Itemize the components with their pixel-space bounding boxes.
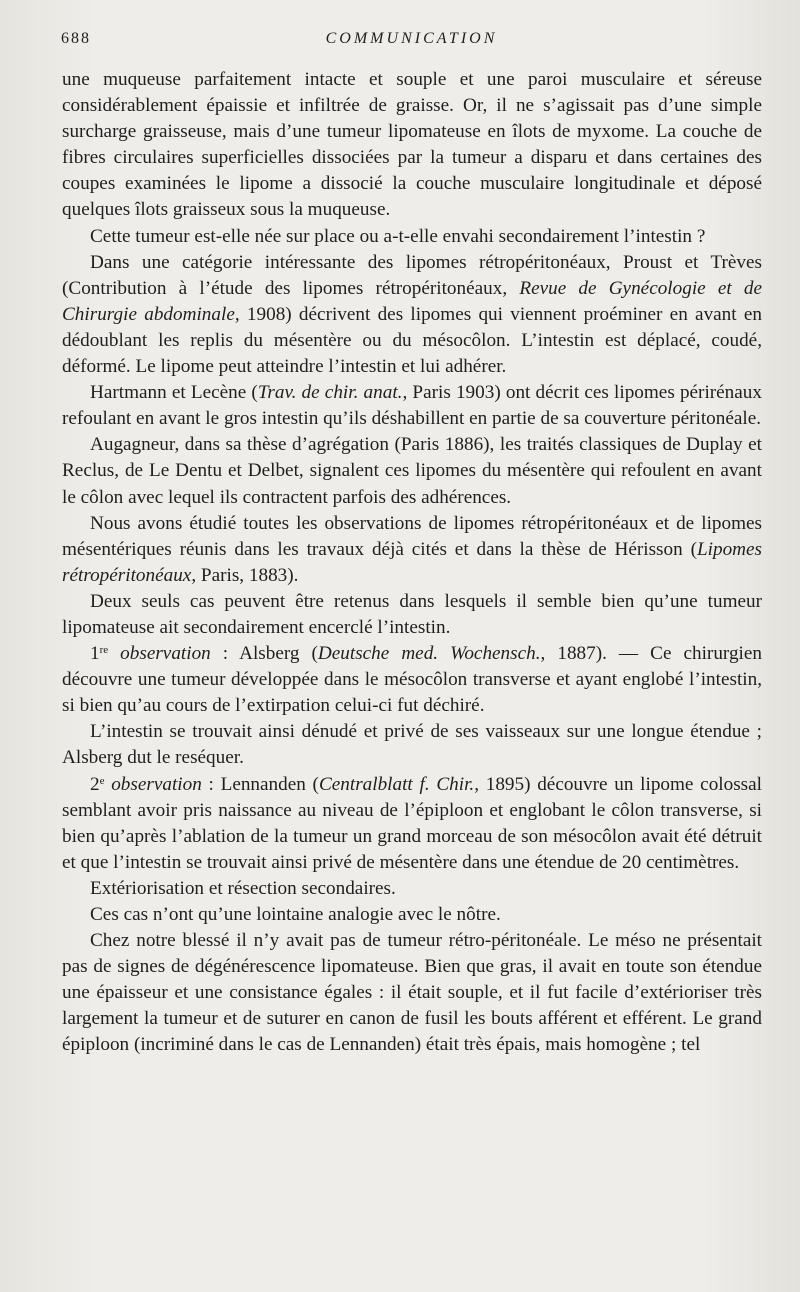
observation-2-label: observation bbox=[104, 773, 202, 795]
observation-2-number: 2 bbox=[90, 773, 100, 795]
citation-trav-chir-anat: Trav. de chir. anat. bbox=[257, 382, 403, 404]
paragraph-12: Ces cas n’ont qu’une lointaine analogie avec le nôtre. bbox=[90, 904, 501, 925]
paragraph-8-text-a: : Alsberg ( bbox=[210, 643, 318, 665]
paragraph-8-text-c: , 1887). — Ce chirurgien découvre une tumeur développée dans le mésocôlon transverse et ayant englobé l’intestin, si bien qu’au cours de l’extirpation celui-ci fut déchiré. bbox=[62, 643, 762, 717]
paragraph-4-text-a: Hartmann et Lecène ( bbox=[90, 382, 258, 404]
citation-lipomes-retroperitoneaux: Lipomes rétropéritonéaux bbox=[62, 538, 762, 586]
paragraph-13: Chez notre blessé il n’y avait pas de tumeur rétro-péritonéale. Le méso ne présentait pas de signes de dégénérescence lipomateuse. Bien que gras, il avait en toute son étendue une épaisseur et une consistance égales : il était souple, et il fut facile d’extérioriser très largement la tumeur et de suturer en canon de fusil les bouts afférent et efférent. Le grand épiploon (incriminé dans le cas de Lennanden) était très épais, mais homogène ; tel bbox=[62, 930, 762, 1056]
paragraph-8 bbox=[62, 641, 762, 719]
observation-1-ordinal: re bbox=[99, 644, 109, 657]
paragraph-3-text-a: Dans une catégorie intéressante des lipomes rétropéritonéaux, Proust et Trèves (Contribution à l’étude des lipomes rétropéritonéaux, bbox=[62, 251, 762, 299]
paragraph-10 bbox=[62, 772, 762, 876]
paragraph-1: une muqueuse parfaitement intacte et souple et une paroi musculaire et séreuse considérablement épaissie et infiltrée de graisse. Or, il ne s’agissait pas d’une simple surcharge graisseuse, mais d’une tumeur lipomateuse en îlots de myxome. La couche de fibres circulaires superficielles dissociées par la tumeur a disparu et dans certaines des coupes examinées le lipome a dissocié la couche musculaire longitudinale et déposé quelques îlots graisseux sous la muqueuse. bbox=[62, 69, 762, 221]
citation-deutsche-med: Deutsche med. Wochensch. bbox=[317, 643, 541, 665]
observation-1-number: 1 bbox=[90, 643, 100, 665]
paragraph-11: Extériorisation et résection secondaires. bbox=[90, 877, 396, 899]
running-head: COMMUNICATION bbox=[325, 30, 498, 47]
paragraph-6-text-a: Nous avons étudié toutes les observations de lipomes rétropéritonéaux et de lipomes mésentériques réunis dans les travaux déjà cités et dans la thèse de Hérisson ( bbox=[62, 512, 762, 560]
paragraph-5: Augagneur, dans sa thèse d’agrégation (Paris 1886), les traités classiques de Duplay et Reclus, de Le Dentu et Delbet, signalent ces lipomes du mésentère qui refoulent en avant le côlon avec lequel ils contractent parfois des adhérences. bbox=[62, 434, 762, 508]
body-text bbox=[62, 67, 762, 1059]
observation-2-ordinal: e bbox=[99, 774, 105, 787]
page-number: 688 bbox=[61, 30, 91, 47]
paragraph-6-text-c: , Paris, 1883). bbox=[191, 564, 299, 586]
paragraph-3-text-c: , 1908) décrivent des lipomes qui viennent proéminer en avant en dédoublant les replis du mésentère ou du mésocôlon. L’intestin est déplacé, coudé, déformé. Le lipome peut atteindre l’intestin et lui adhérer. bbox=[62, 303, 762, 378]
paragraph-7: Deux seuls cas peuvent être retenus dans lesquels il semble bien qu’une tumeur lipomateuse ait secondairement encerclé l’intestin. bbox=[62, 590, 762, 638]
paragraph-4-text-c: , Paris 1903) ont décrit ces lipomes périrénaux refoulant en avant le gros intestin qu’ils déshabillent en partie de sa couverture péritonéale. bbox=[62, 382, 762, 430]
citation-revue-gynecologie: Revue de Gynécologie et de Chirurgie abdominale bbox=[62, 277, 763, 325]
page-header bbox=[61, 30, 762, 52]
paragraph-10-text-c: , 1895) découvre un lipome colossal semblant avoir pris naissance au niveau de l’épiploon et englobant le côlon transverse, si bien qu’après l’ablation de la tumeur un grand morceau de son mésocôlon avait été détruit et que l’intestin se trouvait ainsi privé de mésentère dans une étendue de 20 centimètres. bbox=[62, 773, 762, 873]
observation-1-label: observation bbox=[108, 643, 211, 665]
paragraph-6 bbox=[62, 511, 762, 589]
paragraph-2: Cette tumeur est-elle née sur place ou a-t-elle envahi secondairement l’intestin ? bbox=[90, 225, 706, 247]
paragraph-9: L’intestin se trouvait ainsi dénudé et privé de ses vaisseaux sur une longue étendue ; Alsberg dut le reséquer. bbox=[62, 721, 762, 769]
paragraph-3 bbox=[62, 250, 762, 380]
paragraph-10-text-a: : Lennanden ( bbox=[201, 773, 319, 795]
paragraph-4 bbox=[62, 380, 762, 432]
citation-centralblatt: Centralblatt f. Chir. bbox=[318, 773, 475, 795]
